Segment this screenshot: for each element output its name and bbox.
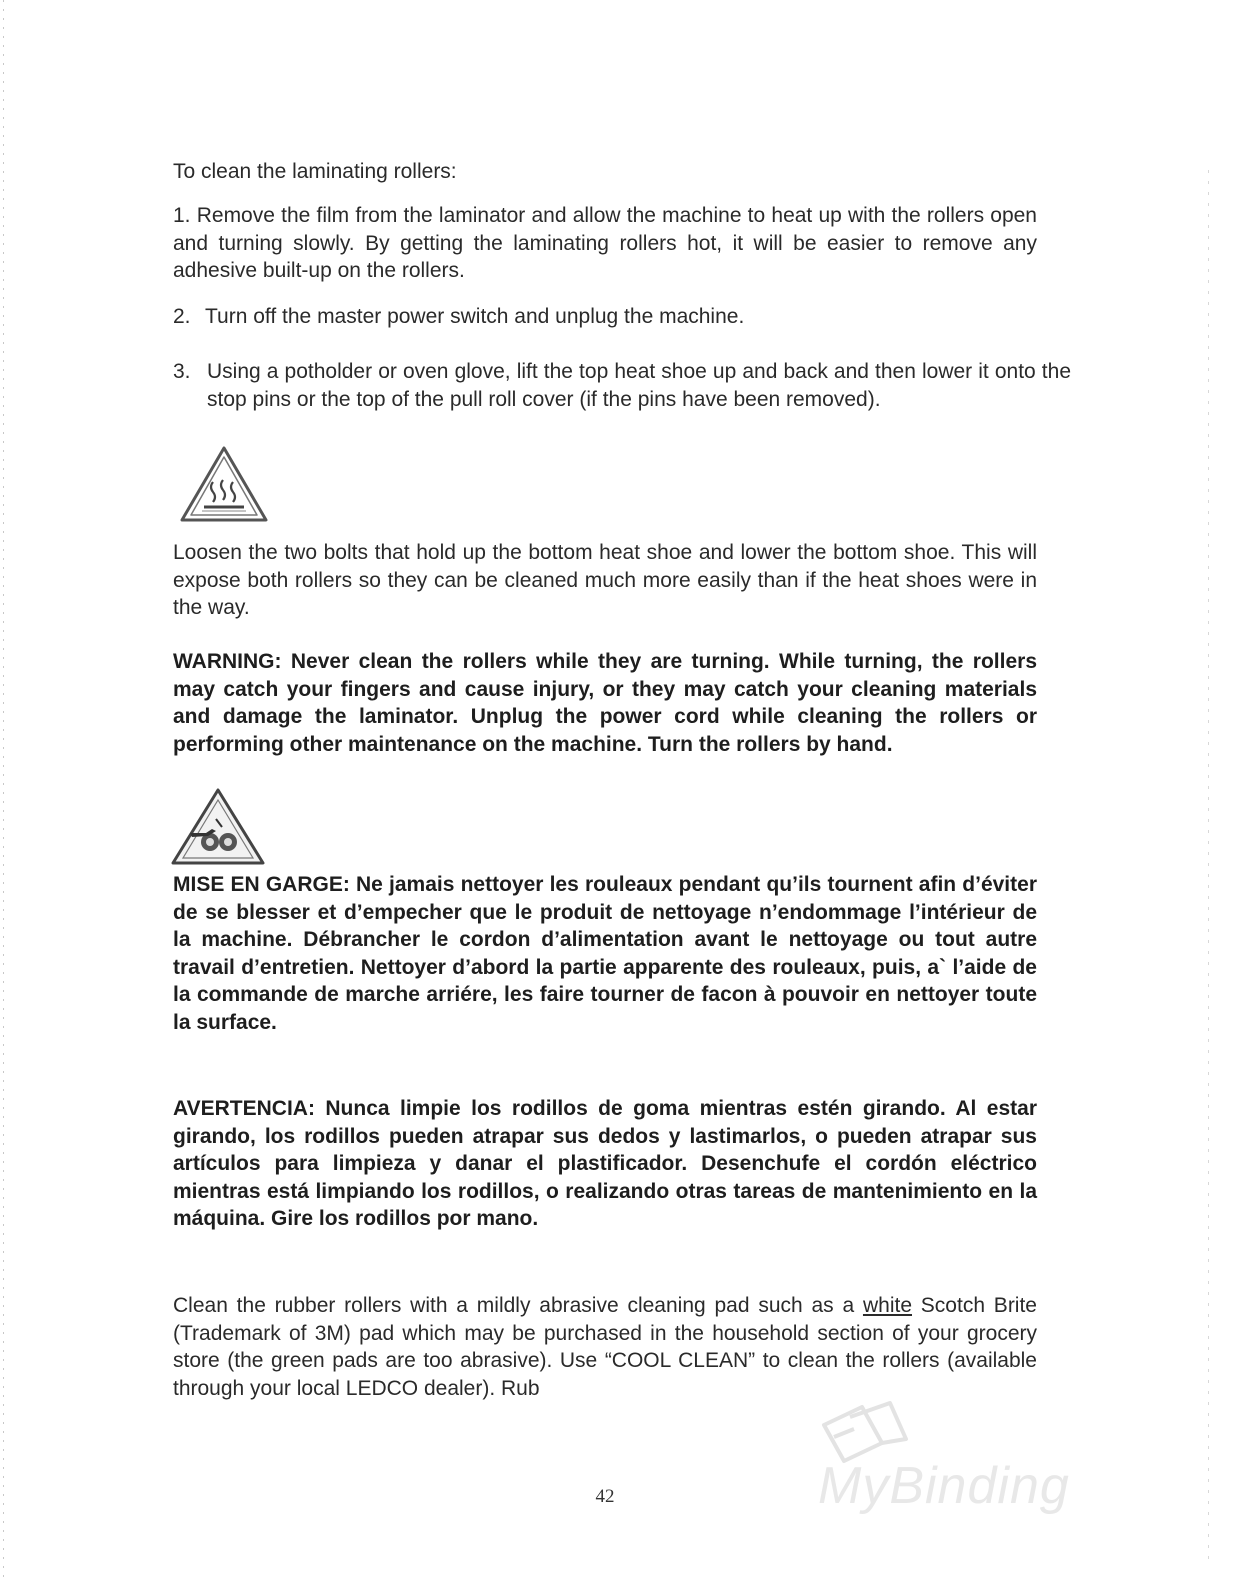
step-3-text: Using a potholder or oven glove, lift the top heat shoe up and back and then lower it onto the stop pins or the top of the pull roll cover (if the pins have been removed). [207, 360, 1071, 411]
clean-text-before: Clean the rubber rollers with a mildly abrasive cleaning pad such as a [173, 1294, 863, 1317]
pinch-hazard-warning-icon [170, 787, 266, 867]
page-number: 42 [595, 1486, 615, 1507]
warning-spanish: AVERTENCIA: Nunca limpie los rodillos de goma mientras estén girando. Al estar girando, los rodillos pueden atrapar sus dedos y lastimarlos, o pueden atrapar sus artículos para limpieza y danar el plastificador. Desenchufe el cordón eléctrico mientras está limpiando los rodillos, o realizando otras tareas de mantenimiento en la máquina. Gire los rodillos por mano. [173, 1097, 1037, 1230]
warning-french: MISE EN GARGE: Ne jamais nettoyer les rouleaux pendant qu’ils tournent afin d’éviter de se blesser et d’empecher que le produit de nettoyage n’endommage l’intérieur de la machine. Débrancher le cordon d’alimentation avant le nettoyage ou tout autre travail d’entretien. Nettoyer d’abord la partie apparente des rouleaux, puis, a` l’aide de la commande de marche arriére, les faire tourner de facon à pouvoir en nettoyer toute la surface. [173, 873, 1037, 1034]
step-3-number: 3. [173, 360, 191, 383]
scan-edge-left [3, 0, 4, 1582]
step-3 [173, 358, 1071, 413]
step-2-number: 2. [173, 305, 191, 328]
hot-surface-warning-icon [178, 444, 270, 526]
clean-text-underlined: white [862, 1294, 912, 1317]
scan-edge-right [1208, 170, 1209, 1560]
warning-english: WARNING: Never clean the rollers while they are turning. While turning, the rollers may catch your fingers and cause injury, or they may catch your cleaning materials and damage the laminator. Unplug the power cord while cleaning the rollers or performing other maintenance on the machine. Turn the rollers by hand. [173, 650, 1037, 756]
mybinding-watermark-logo [810, 1395, 1190, 1520]
loosen-paragraph: Loosen the two bolts that hold up the bottom heat shoe and lower the bottom shoe. This will expose both rollers so they can be cleaned much more easily than if the heat shoes were in the way. [173, 541, 1037, 619]
step-2-text: Turn off the master power switch and unplug the machine. [205, 305, 745, 328]
step-1-text: Remove the film from the laminator and allow the machine to heat up with the rollers open and turning slowly. By getting the laminating rollers hot, it will be easier to remove any adhesive built-up on the rollers. [173, 204, 1037, 282]
watermark-text: MyBinding [818, 1457, 1070, 1515]
clean-text-after: Scotch Brite (Trademark of 3M) pad which may be purchased in the household section of your grocery store (the green pads are too abrasive). Use “COOL CLEAN” to clean the rollers (available through your local LEDCO dealer). Rub [173, 1294, 1037, 1400]
intro-heading: To clean the laminating rollers: [173, 160, 457, 183]
clean-paragraph [173, 1292, 1037, 1402]
step-1 [173, 202, 1037, 285]
step-1-number: 1. [173, 204, 191, 227]
step-2 [173, 303, 1037, 331]
